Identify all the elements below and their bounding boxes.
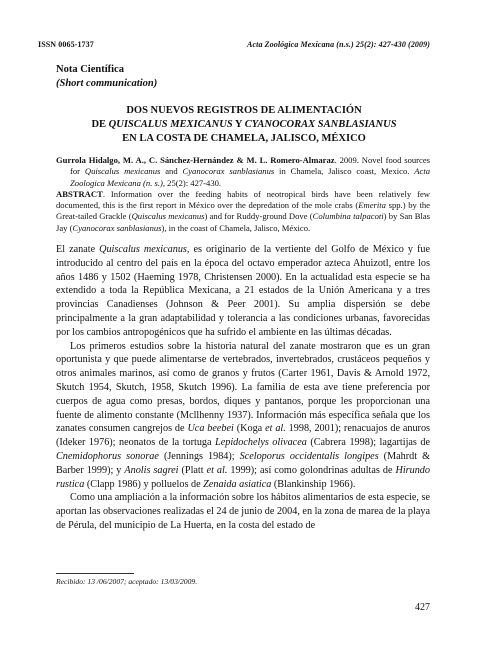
citation-text: and [160, 166, 183, 177]
page-number: 427 [415, 602, 430, 613]
body-text: (Cabrera 1998); lagartijas de [306, 437, 430, 449]
abstract-text: ) and for Ruddy-ground Dove ( [204, 211, 313, 222]
article-body [56, 243, 430, 533]
body-paragraph-3 [56, 491, 430, 532]
title-line-1: DOS NUEVOS REGISTROS DE ALIMENTACIÓN [126, 105, 362, 116]
citation-species: Cyanocorax sanblasianus [182, 166, 275, 177]
article-title [56, 104, 432, 146]
title-text: Y [232, 119, 245, 130]
citation-authors: Gurrola Hidalgo, M. A., C. Sánchez-Hernández & M. L. Romero-Almaraz [56, 155, 335, 165]
body-text: (Koga [233, 423, 266, 435]
title-species-2: CYANOCORAX SANBLASIANUS [244, 119, 397, 130]
abstract-text: . Information over the feeding habits of neotropical birds have been relatively few documented, this is the first report in México over the depredation of the mole crabs ( [56, 188, 430, 211]
species-name: Sceloporus occidentalis longipes [239, 450, 379, 462]
body-paragraph-2 [56, 340, 430, 492]
citation-species: Quiscalus mexicanus [84, 166, 161, 177]
footnote-received: Recibido: 13 /06/2007; aceptado: 13/03/2009. [56, 577, 198, 586]
abstract-species: Columbina talpacoti [312, 211, 384, 222]
body-text: (Blankinship 1966). [271, 478, 356, 490]
body-paragraph-1 [56, 243, 430, 340]
citation-pages: , 25(2): 427-430. [162, 177, 222, 188]
body-text: (Clapp 1986) y polluelos de [84, 478, 204, 490]
body-text: (Jennings 1984); [158, 450, 240, 462]
et-al: et al. [265, 423, 286, 435]
abstract-text: ), in the coast of Chamela, Jalisco, México. [161, 222, 311, 233]
citation-text: . 2009. Novel food sources for [70, 155, 430, 177]
abstract-text: ) by San Blas Jay ( [56, 211, 431, 233]
abstract-species: Quiscalus mexicanus [131, 211, 205, 222]
citation-journal: Acta Zoologica Mexicana (n. s.) [70, 166, 430, 188]
body-text: (Platt [178, 464, 207, 476]
abstract-species: Emerita [358, 200, 386, 211]
footnote-rule [56, 573, 134, 574]
citation-text: in Chamela, Jalisco coast, Mexico. [274, 166, 415, 177]
body-text: Los primeros estudios sobre la historia natural del zanate mostraron que es un gran oportunista y que puede alimentarse de vertebrados, invertebrados, crustáceos pequeños y otros animales marinos, así como de granos y frutos (Carter 1961, Davis & Arnold 1972, Skutch 1954, Skutch, 1958, Skutch 1996). La familia de esta ave tiene preferencia por cuerpos de agua como presas, bordos, diques y pantanos, porque les proporcionan una fuente de alimento constante (Mcllhenny 1937). Información más específica señala que los zanates consumen cangrejos de [56, 340, 430, 435]
species-name: Anolis sagrei [124, 464, 179, 476]
et-al: et al. [206, 464, 228, 476]
body-text: Como una ampliación a la información sobre los hábitos alimentarios de esta especie, se aportan las observaciones realizadas el 24 de junio de 2004, en la zona de marea de la playa de Pérula, del municipio de La Huerta, en la costa del estado de [56, 492, 430, 531]
title-text: DE [91, 119, 109, 130]
title-line-2 [56, 118, 432, 132]
running-head-issn: ISSN 0065-1737 [38, 40, 94, 49]
citation [56, 155, 430, 189]
running-head-journal: Acta Zoológica Mexicana (n.s.) 25(2): 427-430 (2009) [247, 40, 430, 49]
citation-block [56, 155, 430, 234]
body-text: 1998, 2001); renacuajos de anuros (Ideker 1976); neonatos de la tortuga [56, 423, 431, 449]
species-name: Zenaida asiatica [203, 478, 272, 490]
abstract-label: ABSTRACT [56, 188, 103, 199]
abstract-text: spp.) by the Great-tailed Grackle ( [56, 200, 430, 222]
species-name: Uca beebei [187, 423, 234, 435]
species-name: Cnemidophorus sonorae [56, 450, 159, 462]
species-name: Lepidochelys olivacea [215, 437, 307, 449]
abstract [56, 189, 430, 234]
section-label-english: (Short communication) [56, 78, 158, 89]
section-label: Nota Científica [56, 64, 124, 75]
species-name: Quiscalus mexicanus [99, 244, 187, 255]
body-text: 1999); así como golondrinas adultas de [227, 464, 396, 476]
body-text: , es originario de la vertiente del Golfo de México y fue introducido al centro del país en la época del octavo emperador azteca Ahuizotl, entre los años 1486 y 1502 (Haeming 1978, Christensen 2000). En la actualidad esta especie se ha extendido a toda la República Mexicana, a 21 estados de la Unión Americana y a tres provincias Canadienses (Johnson & Peer 2001). Su amplia dispersión se debe principalmente a la gran adaptabilidad y tolerancia a las condiciones urbanas, favorecidas por los cambios antropogénicos que ha sufrido el ambiente en las últimas décadas. [56, 244, 430, 338]
abstract-species: Cyanocorax sanblasianus [72, 222, 162, 233]
title-species-1: QUISCALUS MEXICANUS [108, 119, 233, 130]
species-name: Hirundo rustica [56, 464, 430, 490]
body-text: El zanate [56, 244, 100, 255]
title-line-3: EN LA COSTA DE CHAMELA, JALISCO, MÉXICO [122, 133, 366, 144]
body-text: (Mahrdt & Barber 1999); y [56, 450, 430, 476]
